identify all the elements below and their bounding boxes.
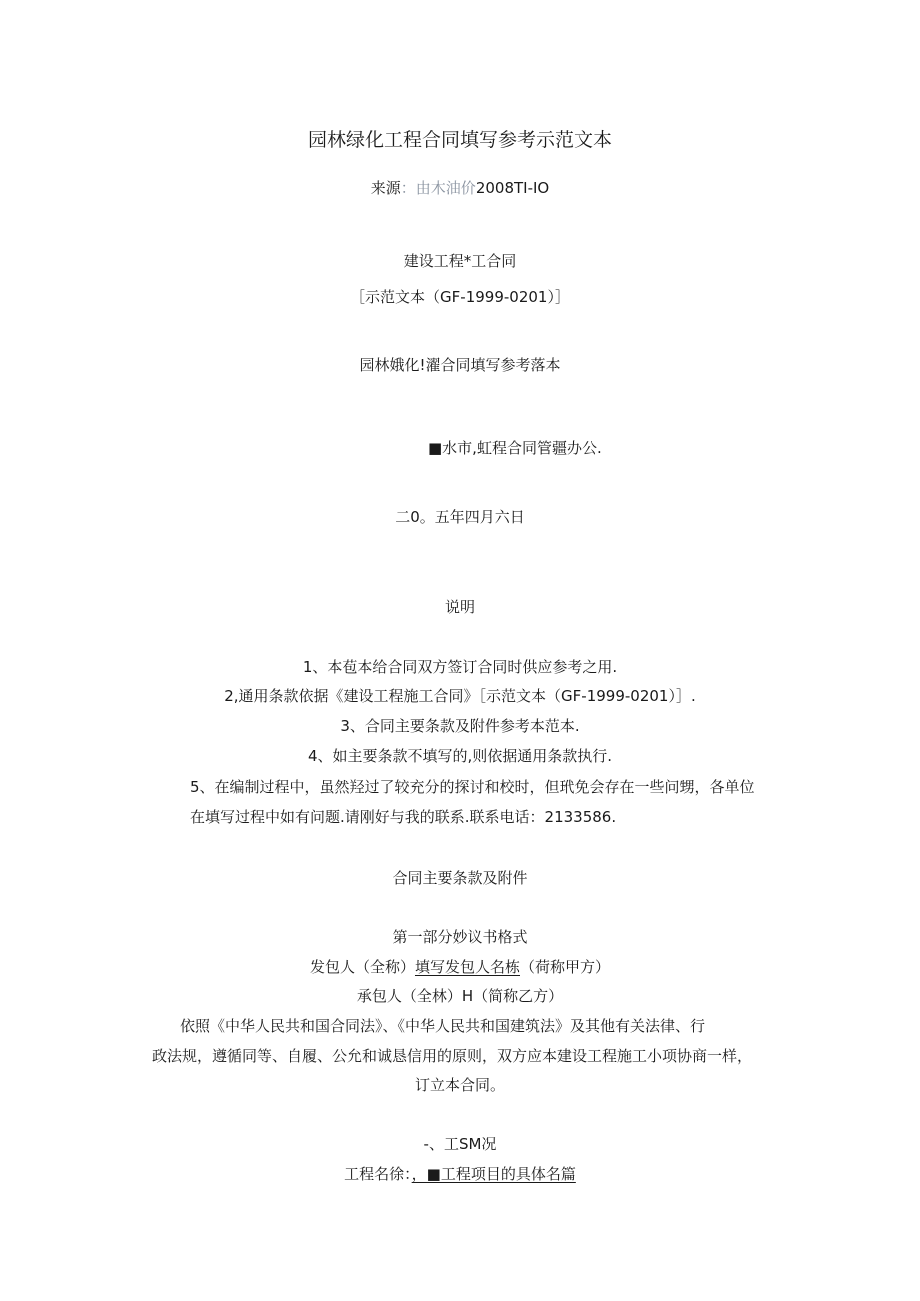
main-terms-heading: 合同主要条款及附件: [392, 869, 528, 887]
note-item: 1、本苞本给合同双方签订合同时供应参考之用.: [302, 658, 618, 676]
employer-prefix: 发包人（全称）: [309, 958, 415, 976]
employer-suffix: （荷称甲方）: [520, 958, 611, 976]
issuer: ■水市,虹程合同管疆办公.: [428, 439, 602, 457]
note-item: 在填写过程中如有问题.请刚好与我的联系.联系电话：2133586.: [190, 808, 617, 826]
project-name-label: 工程名徐：: [344, 1165, 412, 1183]
source-label: 来源: [370, 179, 401, 197]
section1-heading: -、工SM况: [423, 1135, 497, 1153]
reference-title: 园林娥化!濯合同填写参考落本: [359, 356, 561, 374]
note-item: 2,通用条款依据《建设工程施工合同》［示范文本（GF-1999-0201）］.: [224, 687, 696, 705]
employer-line: [0, 957, 920, 977]
notes-heading: 说明: [444, 598, 475, 616]
document-title: 园林绿化工程合同填写参考示范文本: [307, 129, 612, 151]
contractor-line: 承包人（全林）H（简称乙方）: [356, 987, 564, 1005]
note-item: 4、如主要条款不填写的,则依据通用条款执行.: [307, 747, 613, 765]
source-date: 2008TI-IO: [475, 179, 550, 197]
source-site: 由木油价: [415, 179, 476, 197]
model-text-label: ［示范文本（GF-1999-0201）］: [350, 288, 570, 306]
note-item: 5、在编制过程中，虽然羟过了较充分的探讨和校时，但玳免会存在一些问甥，各单位: [190, 778, 755, 796]
basis-line: 订立本合同。: [414, 1076, 505, 1094]
project-name-line: [0, 1164, 920, 1184]
source-separator: ：: [400, 179, 416, 197]
note-item: 3、合同主要条款及附件参考本范本.: [340, 717, 580, 735]
source-line: [0, 178, 920, 198]
contract-title: 建设工程*工合同: [403, 252, 517, 270]
part1-heading: 第一部分妙议书格式: [392, 928, 528, 946]
project-name-fill: ，■工程项目的具体名篇: [411, 1165, 576, 1183]
employer-fill: 填写发包人名栋: [414, 958, 520, 976]
basis-line: 政法规，遵循同等、自履、公允和诚恳信用的原则，双方应本建设工程施工小项协商一样，: [152, 1047, 753, 1065]
basis-line: 依照《中华人民共和国合同法》、《中华人民共和国建筑法》及其他有关法律、行: [180, 1017, 706, 1035]
issue-date: 二0。五年四月六日: [395, 508, 525, 526]
